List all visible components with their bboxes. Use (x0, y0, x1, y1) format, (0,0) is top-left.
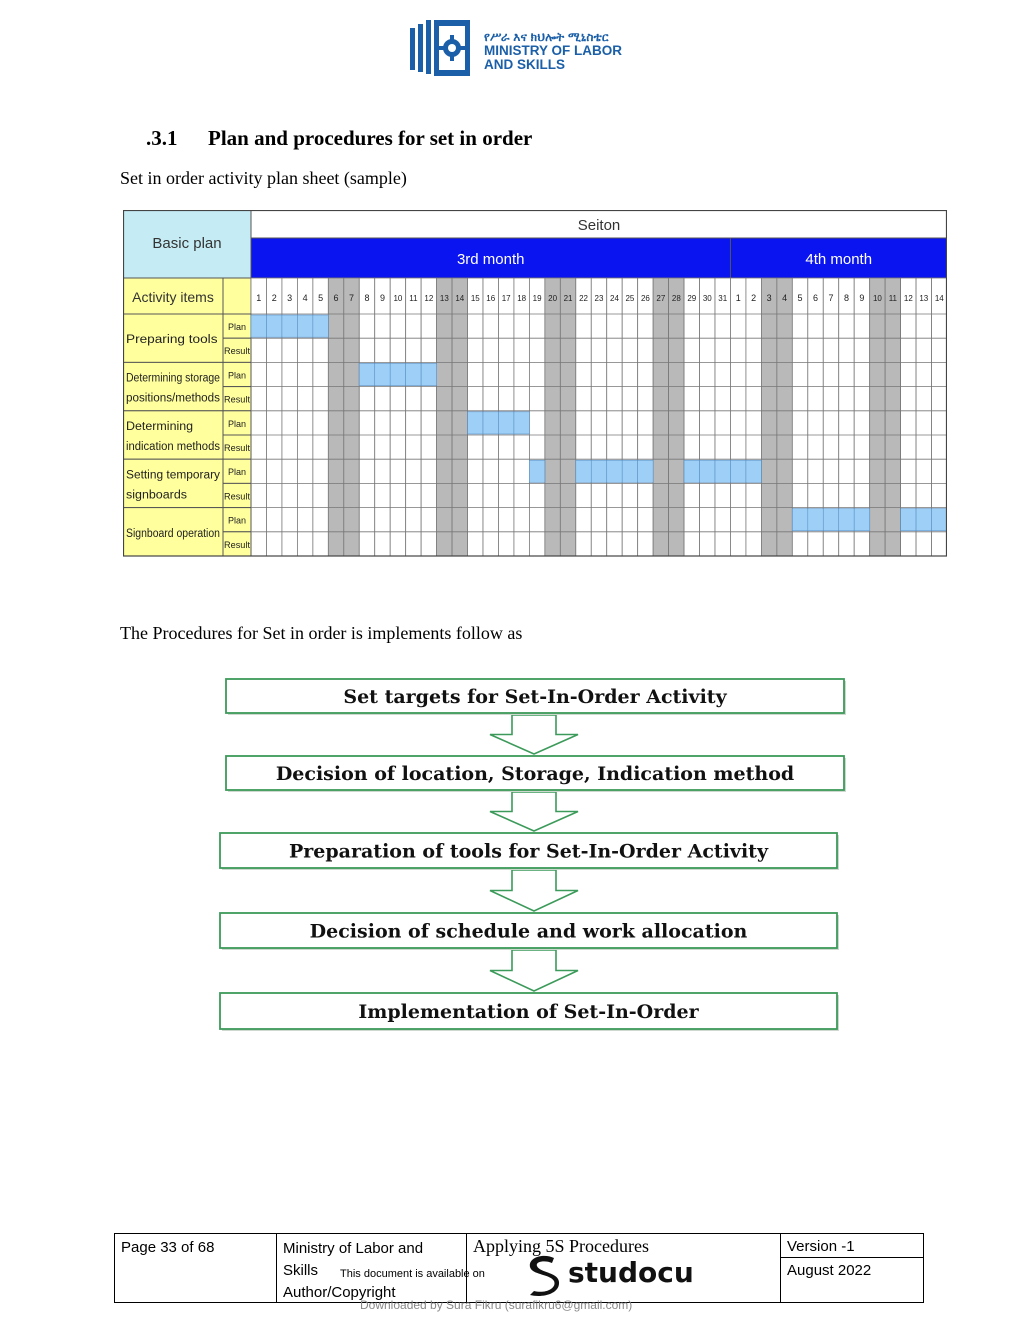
plan-bar-cell (529, 460, 544, 482)
day-label: 24 (610, 294, 619, 303)
day-column (375, 278, 390, 556)
plan-bar-cell (498, 412, 513, 434)
day-column (715, 278, 730, 556)
procedure-flow (216, 676, 852, 1032)
activity-plan-table (123, 210, 947, 558)
day-label: 5 (318, 293, 324, 303)
day-column (885, 278, 900, 556)
activity-name: Determining (126, 421, 194, 433)
plan-bar-cell (483, 412, 498, 434)
day-label: 9 (379, 293, 385, 303)
day-label: 12 (903, 294, 913, 303)
day-column (638, 278, 653, 556)
day-label: 2 (271, 293, 277, 303)
day-label: 22 (579, 294, 588, 303)
section-title: Plan and procedures for set in order (208, 126, 533, 150)
procedure-intro: The Procedures for Set in order is implements follow as (120, 623, 523, 643)
logo-amharic: የሥራ እና ክህሎት ሚኒስቴር (484, 30, 609, 44)
ministry-logo (408, 18, 648, 80)
day-column (545, 278, 560, 556)
day-column (560, 278, 575, 556)
day-column (607, 278, 622, 556)
day-column (390, 278, 405, 556)
basic-plan-label: Basic plan (152, 235, 222, 252)
day-column (622, 278, 637, 556)
day-label: 29 (687, 294, 697, 303)
day-label: 27 (656, 294, 666, 303)
result-type-label: Result (224, 539, 251, 550)
day-label: 6 (333, 293, 339, 303)
footer-page: Page 33 of 68 (115, 1234, 277, 1302)
section-number: .3.1 (146, 126, 178, 150)
day-label: 19 (532, 294, 542, 303)
day-column (669, 278, 684, 556)
plan-bar-cell (406, 363, 421, 385)
day-label: 9 (859, 293, 865, 303)
day-label: 3 (766, 293, 772, 303)
day-column (359, 278, 374, 556)
type-header-cell (223, 278, 251, 314)
day-label: 7 (349, 293, 355, 303)
studocu-logo-icon (524, 1254, 564, 1296)
result-type-label: Result (224, 394, 251, 405)
activity-name: Preparing tools (126, 334, 218, 347)
footer-version: Version -1 (781, 1234, 923, 1258)
plan-bar-cell (607, 460, 622, 482)
day-label: 20 (548, 294, 558, 303)
plan-bar-cell (297, 315, 312, 337)
plan-bar-cell (901, 509, 916, 531)
day-label: 11 (888, 294, 898, 303)
plan-sheet-caption: Set in order activity plan sheet (sample) (120, 168, 407, 188)
plan-bar-cell (854, 509, 869, 531)
day-column (746, 278, 761, 556)
plan-bar-cell (468, 412, 483, 434)
day-label: 21 (563, 294, 573, 303)
plan-type-label: Plan (227, 467, 247, 478)
step-label: Decision of schedule and work allocation (309, 920, 748, 943)
day-column (730, 278, 745, 556)
day-column (591, 278, 606, 556)
day-label: 15 (470, 294, 480, 303)
day-label: 8 (364, 293, 370, 303)
studocu-wordmark: studocu (568, 1256, 694, 1289)
activity-name: indication methods (126, 441, 221, 453)
step-label: Set targets for Set-In-Order Activity (343, 686, 727, 708)
footer-org-line1: Ministry of Labor and (283, 1240, 424, 1257)
day-label: 1 (256, 293, 262, 303)
activity-name: signboards (126, 489, 188, 502)
plan-bar-cell (808, 509, 823, 531)
footer-date: August 2022 (787, 1262, 872, 1279)
day-label: 3 (287, 293, 293, 303)
plan-bar-cell (792, 509, 807, 531)
studocu-link[interactable] (524, 1254, 694, 1296)
step-label: Preparation of tools for Set-In-Order Activity (289, 840, 768, 863)
day-label: 23 (594, 294, 604, 303)
down-arrow-icon (490, 950, 578, 991)
day-label: 13 (439, 294, 449, 303)
plan-bar-cell (823, 509, 838, 531)
plan-bar-cell (375, 363, 390, 385)
day-label: 4 (782, 293, 788, 303)
footer-org-line2: Skills (283, 1262, 319, 1279)
section-heading (146, 126, 532, 151)
plan-bar-cell (421, 363, 436, 385)
day-column (421, 278, 436, 556)
plan-bar-cell (916, 509, 931, 531)
activity-plan-sheet (123, 210, 947, 558)
plan-bar-cell (638, 460, 653, 482)
day-label: 30 (702, 294, 712, 303)
day-label: 8 (843, 293, 849, 303)
result-type-label: Result (224, 346, 251, 357)
plan-type-label: Plan (227, 322, 247, 332)
day-column (344, 278, 359, 556)
result-type-label: Result (224, 443, 251, 453)
page-footer (114, 1233, 924, 1303)
plan-type-label: Plan (227, 418, 247, 429)
plan-bar-cell (715, 460, 730, 482)
result-type-label: Result (224, 491, 251, 502)
activity-name: Determining storage (126, 372, 220, 385)
procedure-flow-diagram (216, 676, 852, 1032)
day-label: 25 (625, 294, 635, 303)
day-column (452, 278, 467, 556)
downloaded-by-text: Downloaded by Sura Fikru (surafikru6@gmail.com) (360, 1298, 633, 1312)
plan-bar-cell (576, 460, 591, 482)
plan-bar-cell (282, 315, 297, 337)
logo-text (484, 30, 622, 72)
down-arrow-icon (490, 715, 578, 754)
plan-bar-cell (746, 460, 761, 482)
plan-bar-cell (730, 460, 745, 482)
day-label: 31 (718, 294, 728, 303)
activity-items-label: Activity items (132, 289, 214, 305)
plan-bar-cell (251, 315, 266, 337)
day-column (777, 278, 792, 556)
day-label: 28 (671, 294, 681, 303)
day-label: 18 (517, 294, 527, 303)
footer-org-line3: Author/Copyright (283, 1284, 396, 1301)
step-label: Decision of location, Storage, Indication method (275, 763, 795, 785)
plan-bar-cell (622, 460, 637, 482)
logo-line2: AND SKILLS (484, 57, 565, 72)
day-label: 5 (797, 293, 803, 303)
day-label: 1 (735, 293, 741, 303)
day-label: 10 (872, 294, 882, 303)
plan-bar-cell (313, 315, 328, 337)
footer-title: Applying 5S Procedures (467, 1234, 781, 1302)
month-4-label: 4th month (805, 251, 873, 268)
plan-bar-cell (359, 363, 374, 385)
plan-bar-cell (266, 315, 281, 337)
day-column (870, 278, 885, 556)
activity-name: Setting temporary (126, 469, 221, 482)
plan-bar-cell (932, 509, 947, 531)
day-column (576, 278, 591, 556)
activity-name: Signboard operation (126, 527, 220, 540)
day-label: 11 (409, 294, 418, 303)
logo-line1: MINISTRY OF LABOR (484, 43, 622, 58)
day-label: 6 (813, 293, 819, 303)
day-column (653, 278, 668, 556)
day-label: 7 (828, 293, 834, 303)
footer-version-cell (781, 1234, 923, 1302)
plan-bar-cell (591, 460, 606, 482)
plan-bar-cell (390, 363, 405, 385)
day-label: 17 (501, 294, 511, 303)
day-label: 12 (424, 294, 434, 303)
plan-bar-cell (700, 460, 715, 482)
seiton-label: Seiton (577, 217, 621, 234)
step-label: Implementation of Set-In-Order (358, 1001, 699, 1023)
available-on-text: This document is available on (340, 1268, 485, 1280)
day-label: 10 (393, 294, 403, 303)
down-arrow-icon (490, 792, 578, 831)
day-column (700, 278, 715, 556)
activity-name: positions/methods (126, 392, 221, 405)
month-3-label: 3rd month (456, 251, 525, 268)
day-label: 14 (455, 294, 465, 303)
plan-type-label: Plan (227, 370, 247, 381)
plan-bar-cell (839, 509, 854, 531)
day-label: 4 (302, 293, 308, 303)
plan-bar-cell (684, 460, 699, 482)
day-label: 16 (486, 294, 496, 303)
gear-columns-logo-icon (408, 18, 472, 78)
day-column (761, 278, 776, 556)
day-label: 14 (934, 294, 944, 303)
plan-bar-cell (514, 412, 529, 434)
day-column (529, 278, 544, 556)
day-column (684, 278, 699, 556)
down-arrow-icon (490, 870, 578, 911)
plan-type-label: Plan (227, 515, 247, 526)
day-label: 13 (919, 294, 929, 303)
day-column (406, 278, 421, 556)
day-label: 2 (751, 293, 757, 303)
day-column (437, 278, 452, 556)
day-column (328, 278, 343, 556)
day-label: 26 (640, 294, 650, 303)
